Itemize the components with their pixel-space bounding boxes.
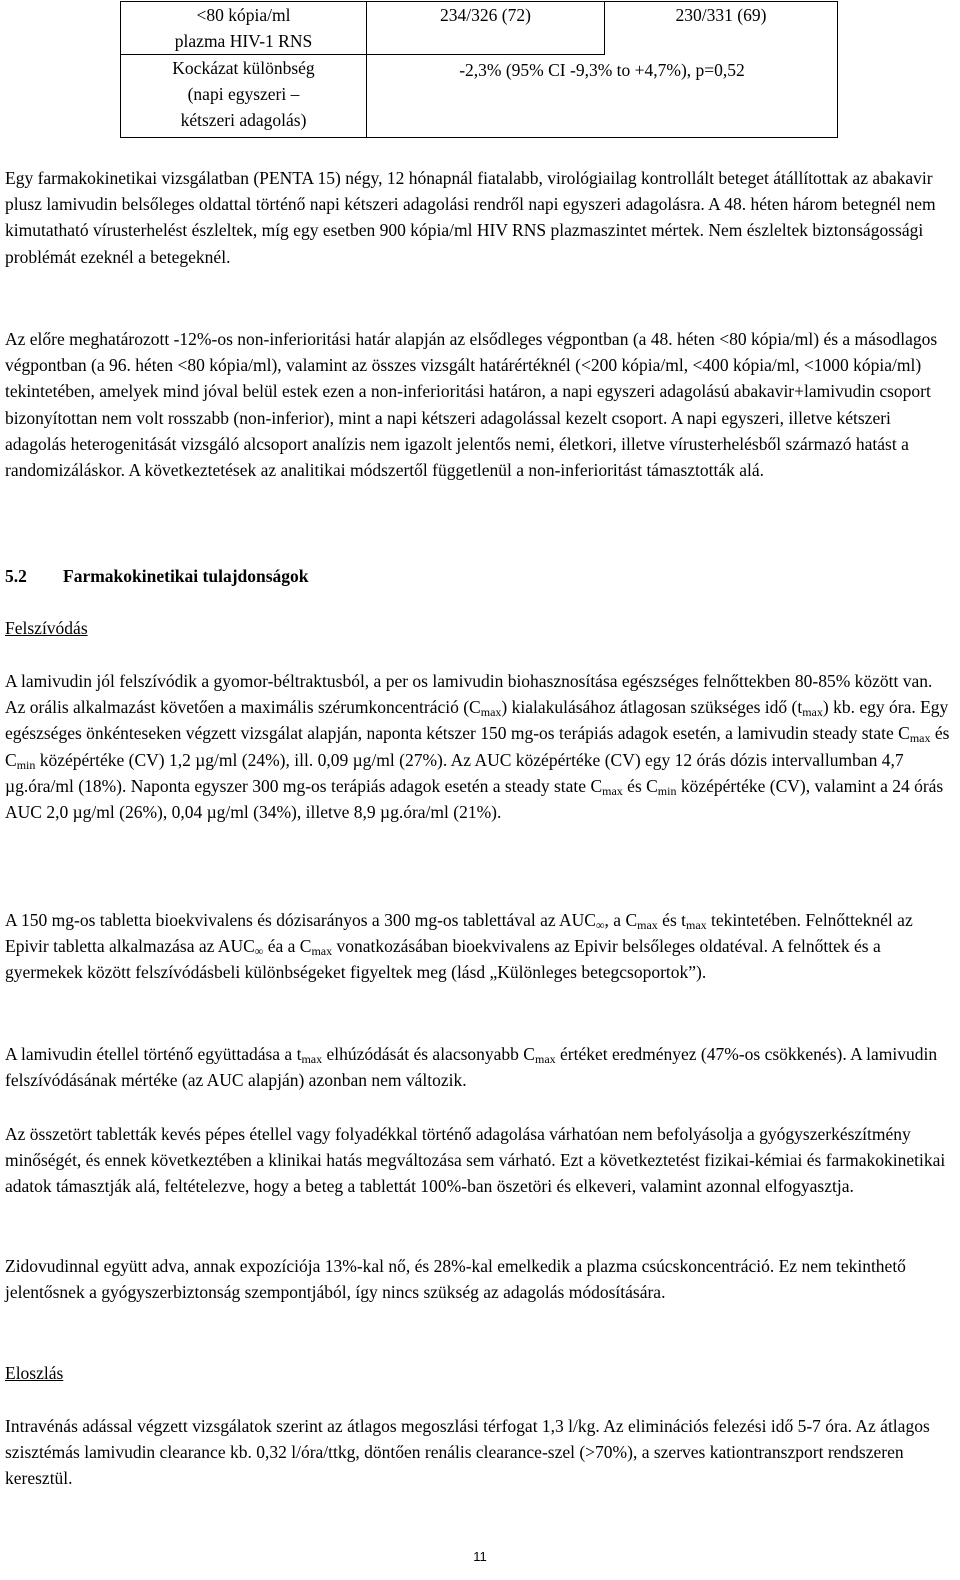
- text-run: ) kialakulásához átlagosan szükséges idő (t: [501, 697, 803, 718]
- text-run: ) kb. egy óra. Egy egészséges önkénteseken végzett vizsgálat alapján, naponta kétszer 150 mg-os terápiás adagok esetén, a lamivudin steady state C: [5, 697, 949, 744]
- row-label-risk-difference: [121, 55, 367, 138]
- subscript: ∞: [595, 918, 605, 932]
- section-number: 5.2: [5, 566, 27, 586]
- row-label-line: plazma HIV-1 RNS: [174, 31, 313, 51]
- subheading-absorption: Felszívódás: [5, 618, 88, 638]
- subscript: max: [602, 783, 623, 798]
- subscript: max: [311, 944, 333, 959]
- subscript: ∞: [254, 944, 264, 959]
- subscript: max: [637, 918, 658, 932]
- paragraph-non-inferiority: Az előre meghatározott -12%-os non-inferioritási határ alapján az elsődleges végpontban (a 48. héten <80 kópia/ml) és a másodlagos végpontban (a 96. héten <80 kópia/ml), valamint az összes vizsgált határértéknél (<200 kópia/ml, <400 kópia/ml, <1000 kópia/ml) tekintetében, amelyek mind jóval belül estek ezen a non-inferioritási határon, a napi egyszeri adagolású abakavir+lamivudin csoport bizonyítottan nem volt rosszabb (non-inferior), mint a napi kétszeri adagolással kezelt csoport. A napi egyszeri, illetve kétszeri adagolás heterogenitását vizsgáló alcsoport analízis nem igazolt jelentős nemi, életkori, illetve vírusterhelésből származó hatást a randomizáláskor. A következtetések az analitikai módszertől függetlenül a non-inferioritást támasztották alá.: [5, 329, 938, 481]
- paragraph-crushed-tablets: Az összetört tabletták kevés pépes étellel vagy folyadékkal történő adagolása várhatóan nem befolyásolja a gyógyszerkészítmény minőségét, és ennek következtében a klinikai hatás megváltozása sem várható. Ezt a következtetést fizikai-kémiai és farmakokinetikai adatok támasztják alá, feltételezve, hogy a beteg a tablettát 100%-ban öszetöri és elkeveri, valamint azonnal elfogyasztja.: [5, 1124, 946, 1197]
- section-title: Farmakokinetikai tulajdonságok: [63, 566, 309, 586]
- section-heading: [5, 563, 309, 589]
- subscript: max: [686, 918, 707, 932]
- subscript: min: [16, 757, 36, 772]
- text-run: és C: [5, 723, 950, 770]
- subscript: max: [909, 731, 931, 746]
- subscript: max: [534, 1052, 556, 1066]
- text-run: elhúzódását és alacsonyabb C: [322, 1044, 535, 1064]
- text-run: és t: [657, 910, 686, 930]
- value-cell-group2: 230/331 (69): [605, 2, 838, 55]
- text-run: középértéke (CV) 1,2 µg/ml (24%), ill. 0,09 µg/ml (27%). Az AUC középértéke (CV) egy 12 órás dózis intervallumban 4,7 µg.óra/ml (18%). Naponta egyszer 300 mg-os terápiás adagok esetén a steady state C: [5, 749, 904, 796]
- paragraph-absorption: [5, 668, 952, 825]
- subscript: max: [480, 705, 502, 720]
- subscript: min: [657, 783, 677, 798]
- text-run: értéket eredményez (47%-os csökkenés). A lamivudin felszívódásának mértéke (az AUC alapján) azonban nem változik.: [5, 1044, 938, 1091]
- paragraph-zidovudine: Zidovudinnal együtt adva, annak expozíciója 13%-kal nő, és 28%-kal emelkedik a plazma csúcskoncentráció. Ez nem tekinthető jelentősnek a gyógyszerbiztonság szempontjából, így nincs szükség az adagolás módosítására.: [5, 1256, 906, 1303]
- text-run: A 150 mg-os tabletta bioekvivalens és dózisarányos a 300 mg-os tablettával az AUC: [5, 910, 596, 930]
- row-label-plasma-rna: [121, 2, 367, 55]
- text-run: vonatkozásában bioekvivalens az Epivir belsőleges oldatéval. A felnőttek és a gyermekek között felszívódásbeli különbségeket figyeltek meg (lásd „Különleges betegcsoportok”).: [5, 936, 881, 983]
- text-run: , a C: [604, 910, 638, 930]
- text-run: A lamivudin étellel történő együttadása a t: [5, 1044, 302, 1064]
- table-row: [121, 55, 838, 138]
- table-row: [121, 2, 838, 55]
- subscript: max: [301, 1052, 323, 1066]
- paragraph-bioequivalence: [5, 907, 952, 986]
- row-label-line: <80 kópia/ml: [196, 5, 291, 25]
- row-label-line: (napi egyszeri –: [187, 84, 300, 104]
- paragraph-food-effect: [5, 1041, 952, 1093]
- text-run: éa a C: [263, 936, 312, 957]
- paragraph-penta15: Egy farmakokinetikai vizsgálatban (PENTA 15) négy, 12 hónapnál fiatalabb, virológiailag kontrollált beteget átállítottak az abakavir plusz lamivudin belsőleges oldattal történő napi kétszeri adagolási rendről napi egyszeri adagolásra. A 48. héten három betegnél nem kimutatható vírusterhelést észleltek, míg egy esetben 900 kópia/ml HIV RNS plazmaszintet mértek. Nem észleltek biztonságossági problémát ezeknél a betegeknél.: [5, 168, 936, 267]
- subscript: max: [802, 705, 823, 720]
- paragraph-distribution: Intravénás adással végzett vizsgálatok szerint az átlagos megoszlási térfogat 1,3 l/kg. Az eliminációs felezési idő 5-7 óra. Az átlagos szisztémás lamivudin clearance kb. 0,32 l/óra/ttkg, döntően renális clearance-szel (>70%), a szerves kationtranszport rendszeren keresztül.: [5, 1416, 930, 1489]
- text-run: tekintetében. Felnőtteknél az Epivir tabletta alkalmazása az AUC: [5, 910, 913, 957]
- row-label-line: kétszeri adagolás): [180, 110, 307, 130]
- results-table: [120, 1, 838, 138]
- subheading-distribution: Eloszlás: [5, 1363, 64, 1383]
- text-run: középértéke (CV), valamint a 24 órás AUC 2,0 µg/ml (26%), 0,04 µg/ml (34%), illetve 8,9 µg.óra/ml (21%).: [5, 775, 944, 823]
- text-run: és C: [622, 775, 658, 796]
- text-run: A lamivudin jól felszívódik a gyomor-béltraktusból, a per os lamivudin biohasznosítása egészséges felnőttekben 80-85% között van. Az orális alkalmazást követően a maximális szérumkoncentráció (C: [5, 671, 933, 718]
- value-cell-group1: 234/326 (72): [367, 2, 605, 55]
- risk-difference-value: -2,3% (95% CI -9,3% to +4,7%), p=0,52: [367, 55, 838, 138]
- page-number: 11: [473, 1549, 487, 1564]
- row-label-line: Kockázat különbség: [172, 58, 315, 78]
